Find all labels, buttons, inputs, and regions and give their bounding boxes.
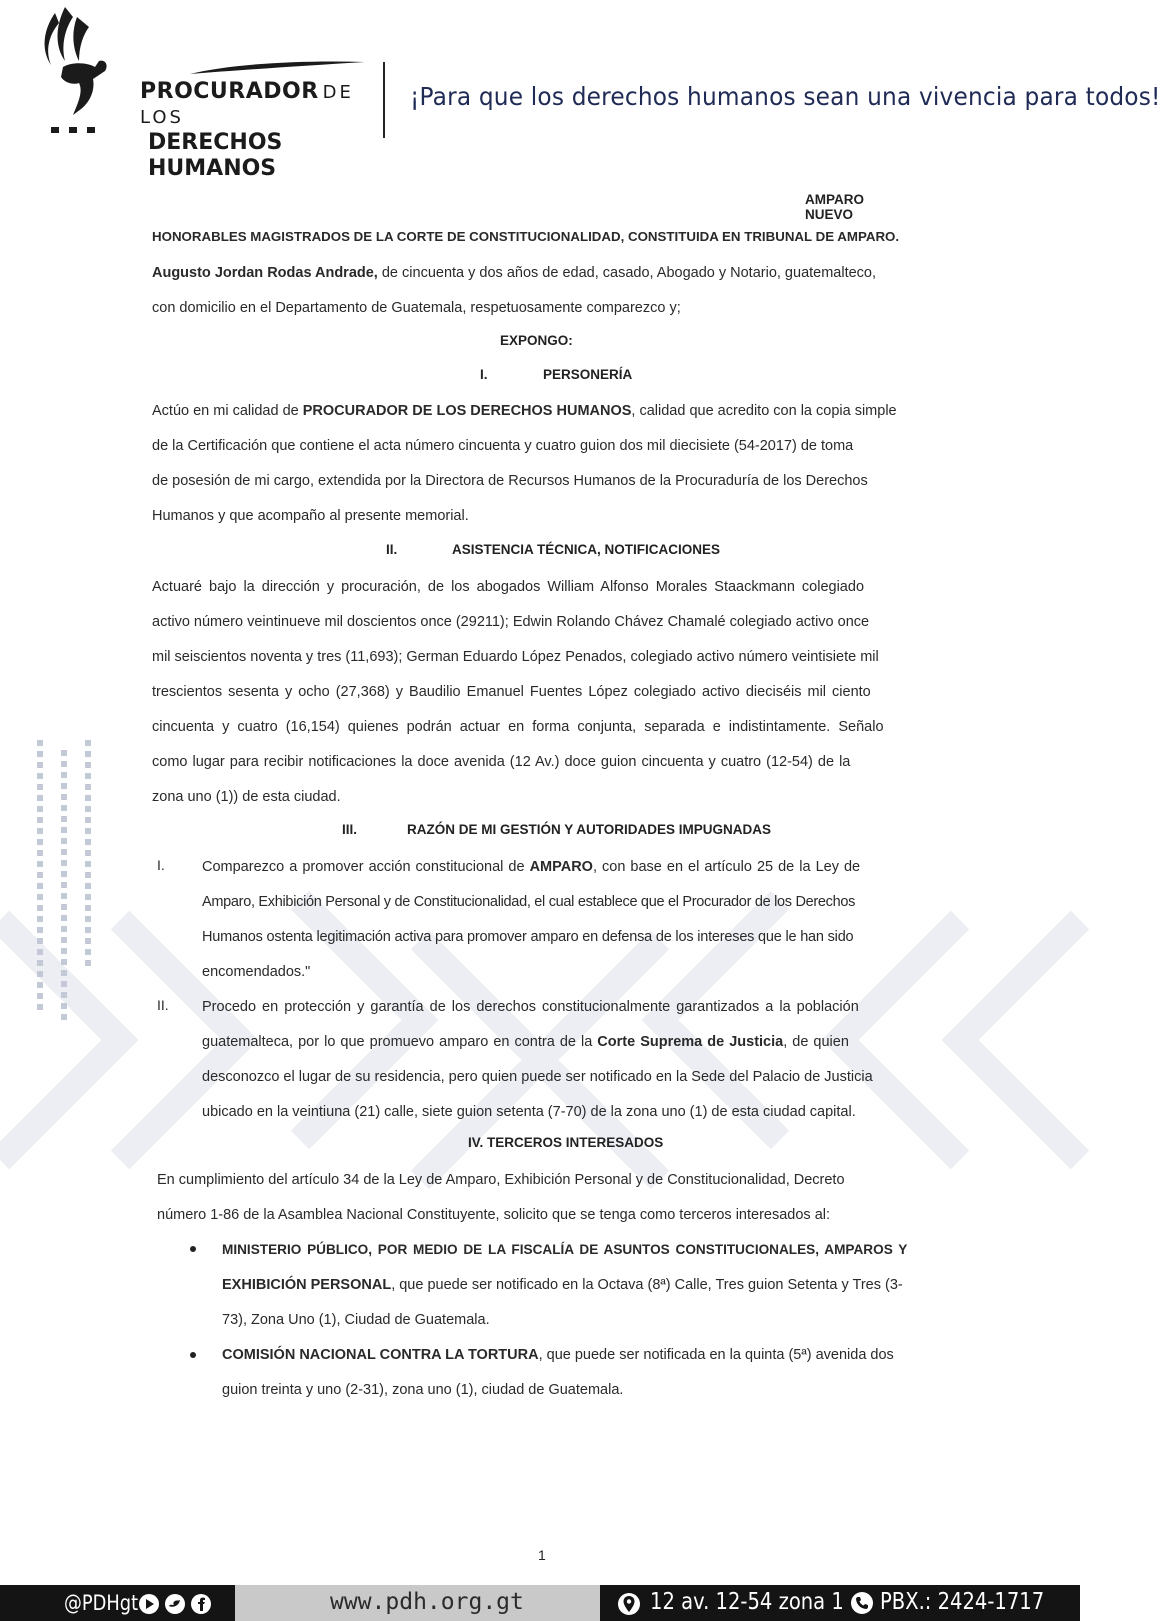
section2-line: cincuenta y cuatro (16,154) quienes podrán actuar en forma conjunta, separada e indistintamente. Señalo: [152, 719, 884, 735]
bullet-dot: [190, 1352, 196, 1358]
expongo-heading: EXPONGO:: [500, 333, 573, 348]
page-number: 1: [538, 1547, 546, 1563]
addressee: HONORABLES MAGISTRADOS DE LA CORTE DE CONSTITUCIONALIDAD, CONSTITUIDA EN TRIBUNAL DE AMPARO.: [152, 229, 900, 244]
section4-line1: En cumplimiento del artículo 34 de la Ley de Amparo, Exhibición Personal y de Constitucionalidad, Decreto: [157, 1172, 845, 1188]
bullet1-line1: MINISTERIO PÚBLICO, POR MEDIO DE LA FISCALÍA DE ASUNTOS CONSTITUCIONALES, AMPAROS Y: [222, 1242, 908, 1257]
intro-line1-rest: de cincuenta y dos años de edad, casado, Abogado y Notario, guatemalteco,: [377, 265, 877, 281]
footer-handle[interactable]: @PDHgt: [64, 1591, 139, 1615]
section3-item2-line4: ubicado en la veintiuna (21) calle, siete guion setenta (7-70) de la zona uno (1) de esta ciudad capital.: [202, 1104, 856, 1120]
pdh-logo-icon: [33, 5, 123, 135]
intro-line1: [152, 263, 876, 283]
section2-line: activo número veintinueve mil doscientos once (29211); Edwin Rolando Chávez Chamalé colegiado activo once: [152, 614, 870, 630]
section1-line4: Humanos y que acompaño al presente memorial.: [152, 508, 469, 524]
location-pin-icon: [617, 1592, 641, 1616]
section2-line: como lugar para recibir notificaciones la doce avenida (12 Av.) doce guion cincuenta y cuatro (12-54) de la: [152, 754, 851, 770]
section3-item2-line2: [202, 1032, 849, 1052]
bullet1-line2: [222, 1275, 903, 1295]
section4-line2: número 1-86 de la Asamblea Nacional Constituyente, solicito que se tenga como terceros interesados al:: [157, 1207, 831, 1223]
section1-num: I.: [480, 367, 488, 382]
bullet1-bold: EXHIBICIÓN PERSONAL: [222, 1277, 392, 1293]
footer-address: 12 av. 12-54 zona 1: [650, 1589, 844, 1615]
section4-title: IV. TERCEROS INTERESADOS: [468, 1135, 664, 1150]
section3-item2-line3: desconozco el lugar de su residencia, pero quien puede ser notificado en la Sede del Palacio de Justicia: [202, 1069, 873, 1085]
section1-line1-pre: Actúo en mi calidad de: [152, 403, 303, 419]
twitter-icon[interactable]: [165, 1594, 185, 1614]
logo-line1-small: DE LOS: [140, 82, 354, 128]
section2-line: Actuaré bajo la dirección y procuración, de los abogados William Alfonso Morales Staackmann colegiado: [152, 579, 865, 595]
slogan: ¡Para que los derechos humanos sean una vivencia para todos!: [410, 82, 1161, 111]
logo-wordmark: [140, 80, 400, 182]
section2-title: ASISTENCIA TÉCNICA, NOTIFICACIONES: [452, 542, 721, 557]
section3-num: III.: [342, 822, 358, 837]
section3-item2-line1: Procedo en protección y garantía de los derechos constitucionalmente garantizados a la población: [202, 999, 859, 1015]
section3-item1-line3: Humanos ostenta legitimación activa para promover amparo en defensa de los intereses que le han sido: [202, 929, 854, 945]
section1-line1: [152, 401, 897, 421]
intro-line2: con domicilio en el Departamento de Guatemala, respetuosamente comparezco y;: [152, 300, 681, 316]
bullet2-bold: COMISIÓN NACIONAL CONTRA LA TORTURA: [222, 1347, 539, 1363]
side-stamp: [22, 740, 102, 1030]
logo-line2: DERECHOS HUMANOS: [148, 130, 283, 181]
header-divider: [383, 62, 385, 138]
section3-title: RAZÓN DE MI GESTIÓN Y AUTORIDADES IMPUGNADAS: [407, 822, 772, 837]
footer-bar: [0, 1585, 1080, 1621]
intro-name: Augusto Jordan Rodas Andrade,: [152, 265, 378, 281]
section2-line: trescientos sesenta y ocho (27,368) y Baudilio Emanuel Fuentes López colegiado activo dieciséis mil ciento: [152, 684, 871, 700]
item2-pre: guatemalteca, por lo que promuevo amparo en contra de la: [202, 1034, 598, 1050]
bullet2-post: , que puede ser notificada en la quinta (5ª) avenida dos: [538, 1347, 894, 1363]
youtube-icon[interactable]: [139, 1594, 159, 1614]
section1-line1-post: , calidad que acredito con la copia simple: [631, 403, 897, 419]
bullet1-post: , que puede ser notificado en la Octava (8ª) Calle, Tres guion Setenta y Tres (3-: [391, 1277, 903, 1293]
logo-swoosh-icon: [190, 60, 365, 76]
item2-post: , de quien: [783, 1034, 849, 1050]
item1-post: , con base en el artículo 25 de la Ley de: [592, 859, 861, 875]
letterhead: [30, 0, 1161, 181]
item2-bold: Corte Suprema de Justicia: [597, 1034, 784, 1050]
item1-bold: AMPARO: [529, 859, 593, 875]
logo-line1: PROCURADOR: [140, 79, 319, 104]
footer-phone[interactable]: PBX.: 2424-1717: [880, 1589, 1045, 1615]
section3-item1-line1: [202, 857, 860, 877]
section3-item1-num: I.: [157, 857, 165, 873]
section3-item1-line4: encomendados.": [202, 964, 311, 980]
section2-line: zona uno (1)) de esta ciudad.: [152, 789, 341, 805]
phone-icon: [850, 1591, 874, 1615]
facebook-icon[interactable]: [191, 1594, 211, 1614]
bullet1-line3: 73), Zona Uno (1), Ciudad de Guatemala.: [222, 1312, 490, 1328]
footer-url[interactable]: www.pdh.org.gt: [330, 1589, 524, 1615]
section3-item1-line2: Amparo, Exhibición Personal y de Constitucionalidad, el cual establece que el Procurador de los Derechos: [202, 894, 856, 910]
section1-line1-bold: PROCURADOR DE LOS DERECHOS HUMANOS: [302, 403, 632, 419]
section1-line2: de la Certificación que contiene el acta número cincuenta y cuatro guion dos mil diecisiete (54-2017) de toma: [152, 438, 854, 454]
section3-item2-num: II.: [157, 997, 169, 1013]
doc-type: AMPARO NUEVO: [805, 192, 864, 222]
social-icons: [138, 1593, 238, 1615]
bullet2-line2: guion treinta y uno (2-31), zona uno (1), ciudad de Guatemala.: [222, 1382, 624, 1398]
section2-num: II.: [386, 542, 398, 557]
bullet2-line1: [222, 1345, 894, 1365]
section2-line: mil seiscientos noventa y tres (11,693); German Eduardo López Penados, colegiado activo número veintisiete mil: [152, 649, 879, 665]
item1-pre: Comparezco a promover acción constitucional de: [202, 859, 530, 875]
bullet-dot: [190, 1246, 196, 1252]
section1-line3: de posesión de mi cargo, extendida por la Directora de Recursos Humanos de la Procuraduría de los Derechos: [152, 473, 868, 489]
section1-title: PERSONERÍA: [543, 367, 633, 382]
